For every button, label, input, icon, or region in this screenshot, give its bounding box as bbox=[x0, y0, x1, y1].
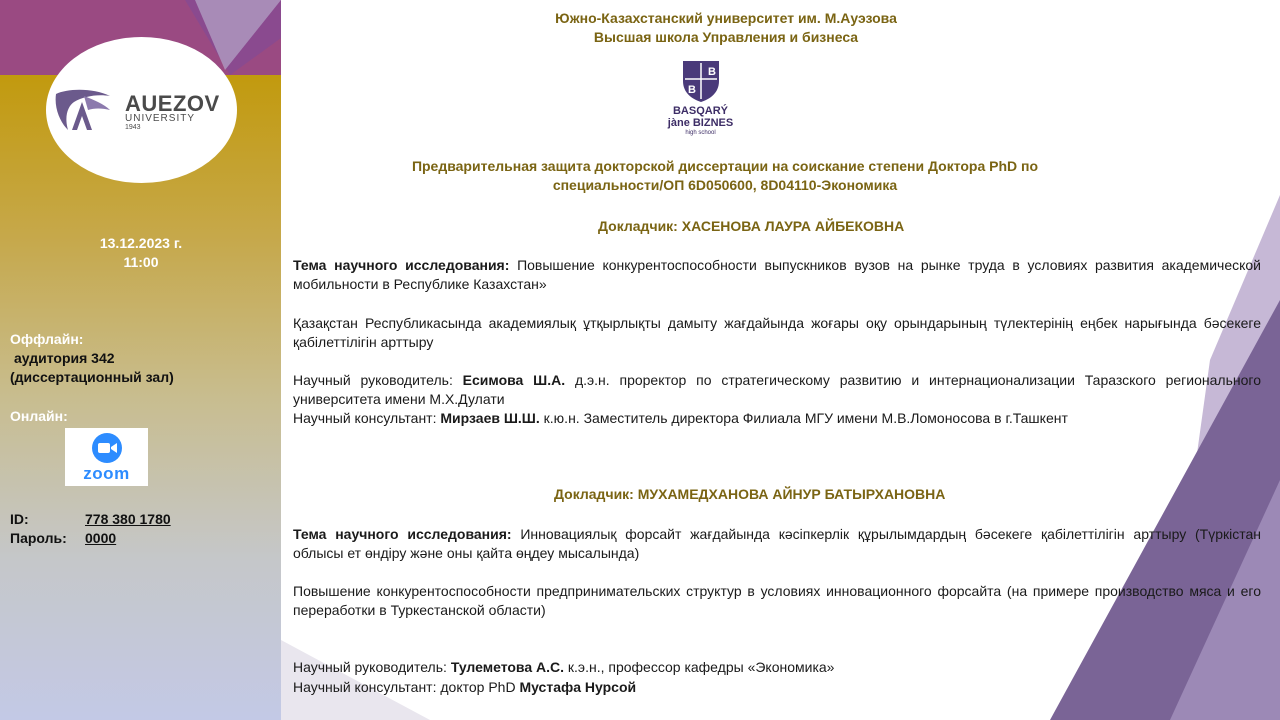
speaker2-supervisor bbox=[293, 659, 834, 675]
speaker2-supervisor-name: Тулеметова А.С. bbox=[450, 659, 565, 675]
speaker1-supervisor-label: Научный руководитель: bbox=[293, 372, 463, 388]
speaker2-topic-ru: Повышение конкурентоспособности предпринимательских структур в условиях инновационного форсайта (на примере производство мяса и его переработки в Туркестанской области) bbox=[293, 583, 1261, 618]
hall-text: (диссертационный зал) bbox=[10, 369, 174, 385]
school-name: Высшая школа Управления и бизнеса bbox=[593, 29, 859, 45]
school-logo bbox=[651, 51, 750, 143]
event-time: 11:00 bbox=[123, 254, 159, 270]
id-label: ID: bbox=[10, 511, 29, 527]
speaker1-consultant-name: Мирзаев Ш.Ш. bbox=[440, 410, 540, 426]
speaker2-topic-label: Тема научного исследования: bbox=[293, 526, 512, 542]
defense-title-line2: специальности/ОП 6D050600, 8D04110-Экономика bbox=[552, 177, 898, 193]
speaker2-consultant bbox=[293, 679, 636, 695]
speaker1-consultant-label: Научный консультант: bbox=[293, 410, 441, 426]
speaker1-consultant bbox=[293, 410, 1068, 426]
defense-title-line1: Предварительная защита докторской диссертации на соискание степени Доктора PhD по bbox=[411, 158, 1039, 174]
school-shield-icon bbox=[680, 59, 722, 103]
school-logo-line2: jàne BIZNES bbox=[667, 117, 734, 129]
auezov-emblem-icon bbox=[54, 86, 112, 134]
speaker1-topic-text: Повышение конкурентоспособности выпускников вузов на рынке труда в условиях развития академической мобильности в Республике Казахстан» bbox=[293, 257, 1261, 292]
speaker2-heading: Докладчик: МУХАМЕДХАНОВА АЙНУР БАТЫРХАНОВНА bbox=[554, 486, 946, 502]
speaker2-consultant-label: Научный консультант: доктор PhD bbox=[293, 679, 520, 695]
university-logo-name: AUEZOV bbox=[125, 91, 220, 116]
speaker1-supervisor bbox=[293, 371, 1261, 409]
speaker2-supervisor-label: Научный руководитель: bbox=[293, 659, 451, 675]
speaker2-consultant-name: Мустафа Нурсой bbox=[519, 679, 637, 695]
speaker2-topic bbox=[293, 525, 1261, 563]
school-logo-line1: BASQARÝ bbox=[672, 105, 728, 117]
speaker1-heading: Докладчик: ХАСЕНОВА ЛАУРА АЙБЕКОВНА bbox=[598, 218, 905, 234]
zoom-word: zoom bbox=[83, 464, 130, 483]
password-label: Пароль: bbox=[10, 530, 67, 546]
auditorium-text: аудитория 342 bbox=[14, 350, 115, 366]
speaker1-supervisor-name: Есимова Ш.А. bbox=[462, 372, 566, 388]
offline-label: Оффлайн: bbox=[10, 331, 84, 347]
university-name: Южно-Казахстанский университет им. М.Ауэзова bbox=[555, 10, 897, 26]
online-label: Онлайн: bbox=[10, 408, 68, 424]
speaker2-topic-text: Инновациялық форсайт жағдайында кәсіпкерлік құрылымдардың бәсекеге қабілеттілігін арттыру (Түркістан облысы ет өндіру және оны қайта өңдеу мысалында) bbox=[293, 526, 1261, 561]
id-value[interactable]: 778 380 1780 bbox=[85, 511, 171, 527]
speaker1-topic-kz: Қазақстан Республикасында академиялық ұтқырлықты дамыту жағдайында жоғары оқу орындарының түлектерінің еңбек нарығында бәсекеге қабілеттілігін арттыру bbox=[293, 315, 1261, 350]
school-logo-line3: high school bbox=[685, 130, 716, 136]
event-date: 13.12.2023 г. bbox=[99, 235, 183, 251]
speaker1-topic bbox=[293, 256, 1261, 294]
password-value[interactable]: 0000 bbox=[85, 530, 117, 546]
speaker1-topic-label: Тема научного исследования: bbox=[293, 257, 510, 273]
zoom-logo[interactable] bbox=[65, 428, 148, 486]
shield-letter-top: B bbox=[708, 66, 716, 78]
university-logo-year: 1943 bbox=[125, 124, 141, 131]
speaker2-supervisor-info: к.э.н., профессор кафедры «Экономика» bbox=[564, 659, 835, 675]
speaker1-supervisor-info: д.э.н. проректор по стратегическому развитию и интернационализации Таразского регионального университета имени М.Х.Дулати bbox=[293, 372, 1261, 407]
speaker1-consultant-info: к.ю.н. Заместитель директора Филиала МГУ имени М.В.Ломоносова в г.Ташкент bbox=[539, 410, 1068, 426]
university-logo-subtitle: UNIVERSITY bbox=[125, 113, 196, 124]
zoom-camera-icon bbox=[89, 432, 125, 464]
shield-letter-bottom: B bbox=[688, 84, 696, 96]
